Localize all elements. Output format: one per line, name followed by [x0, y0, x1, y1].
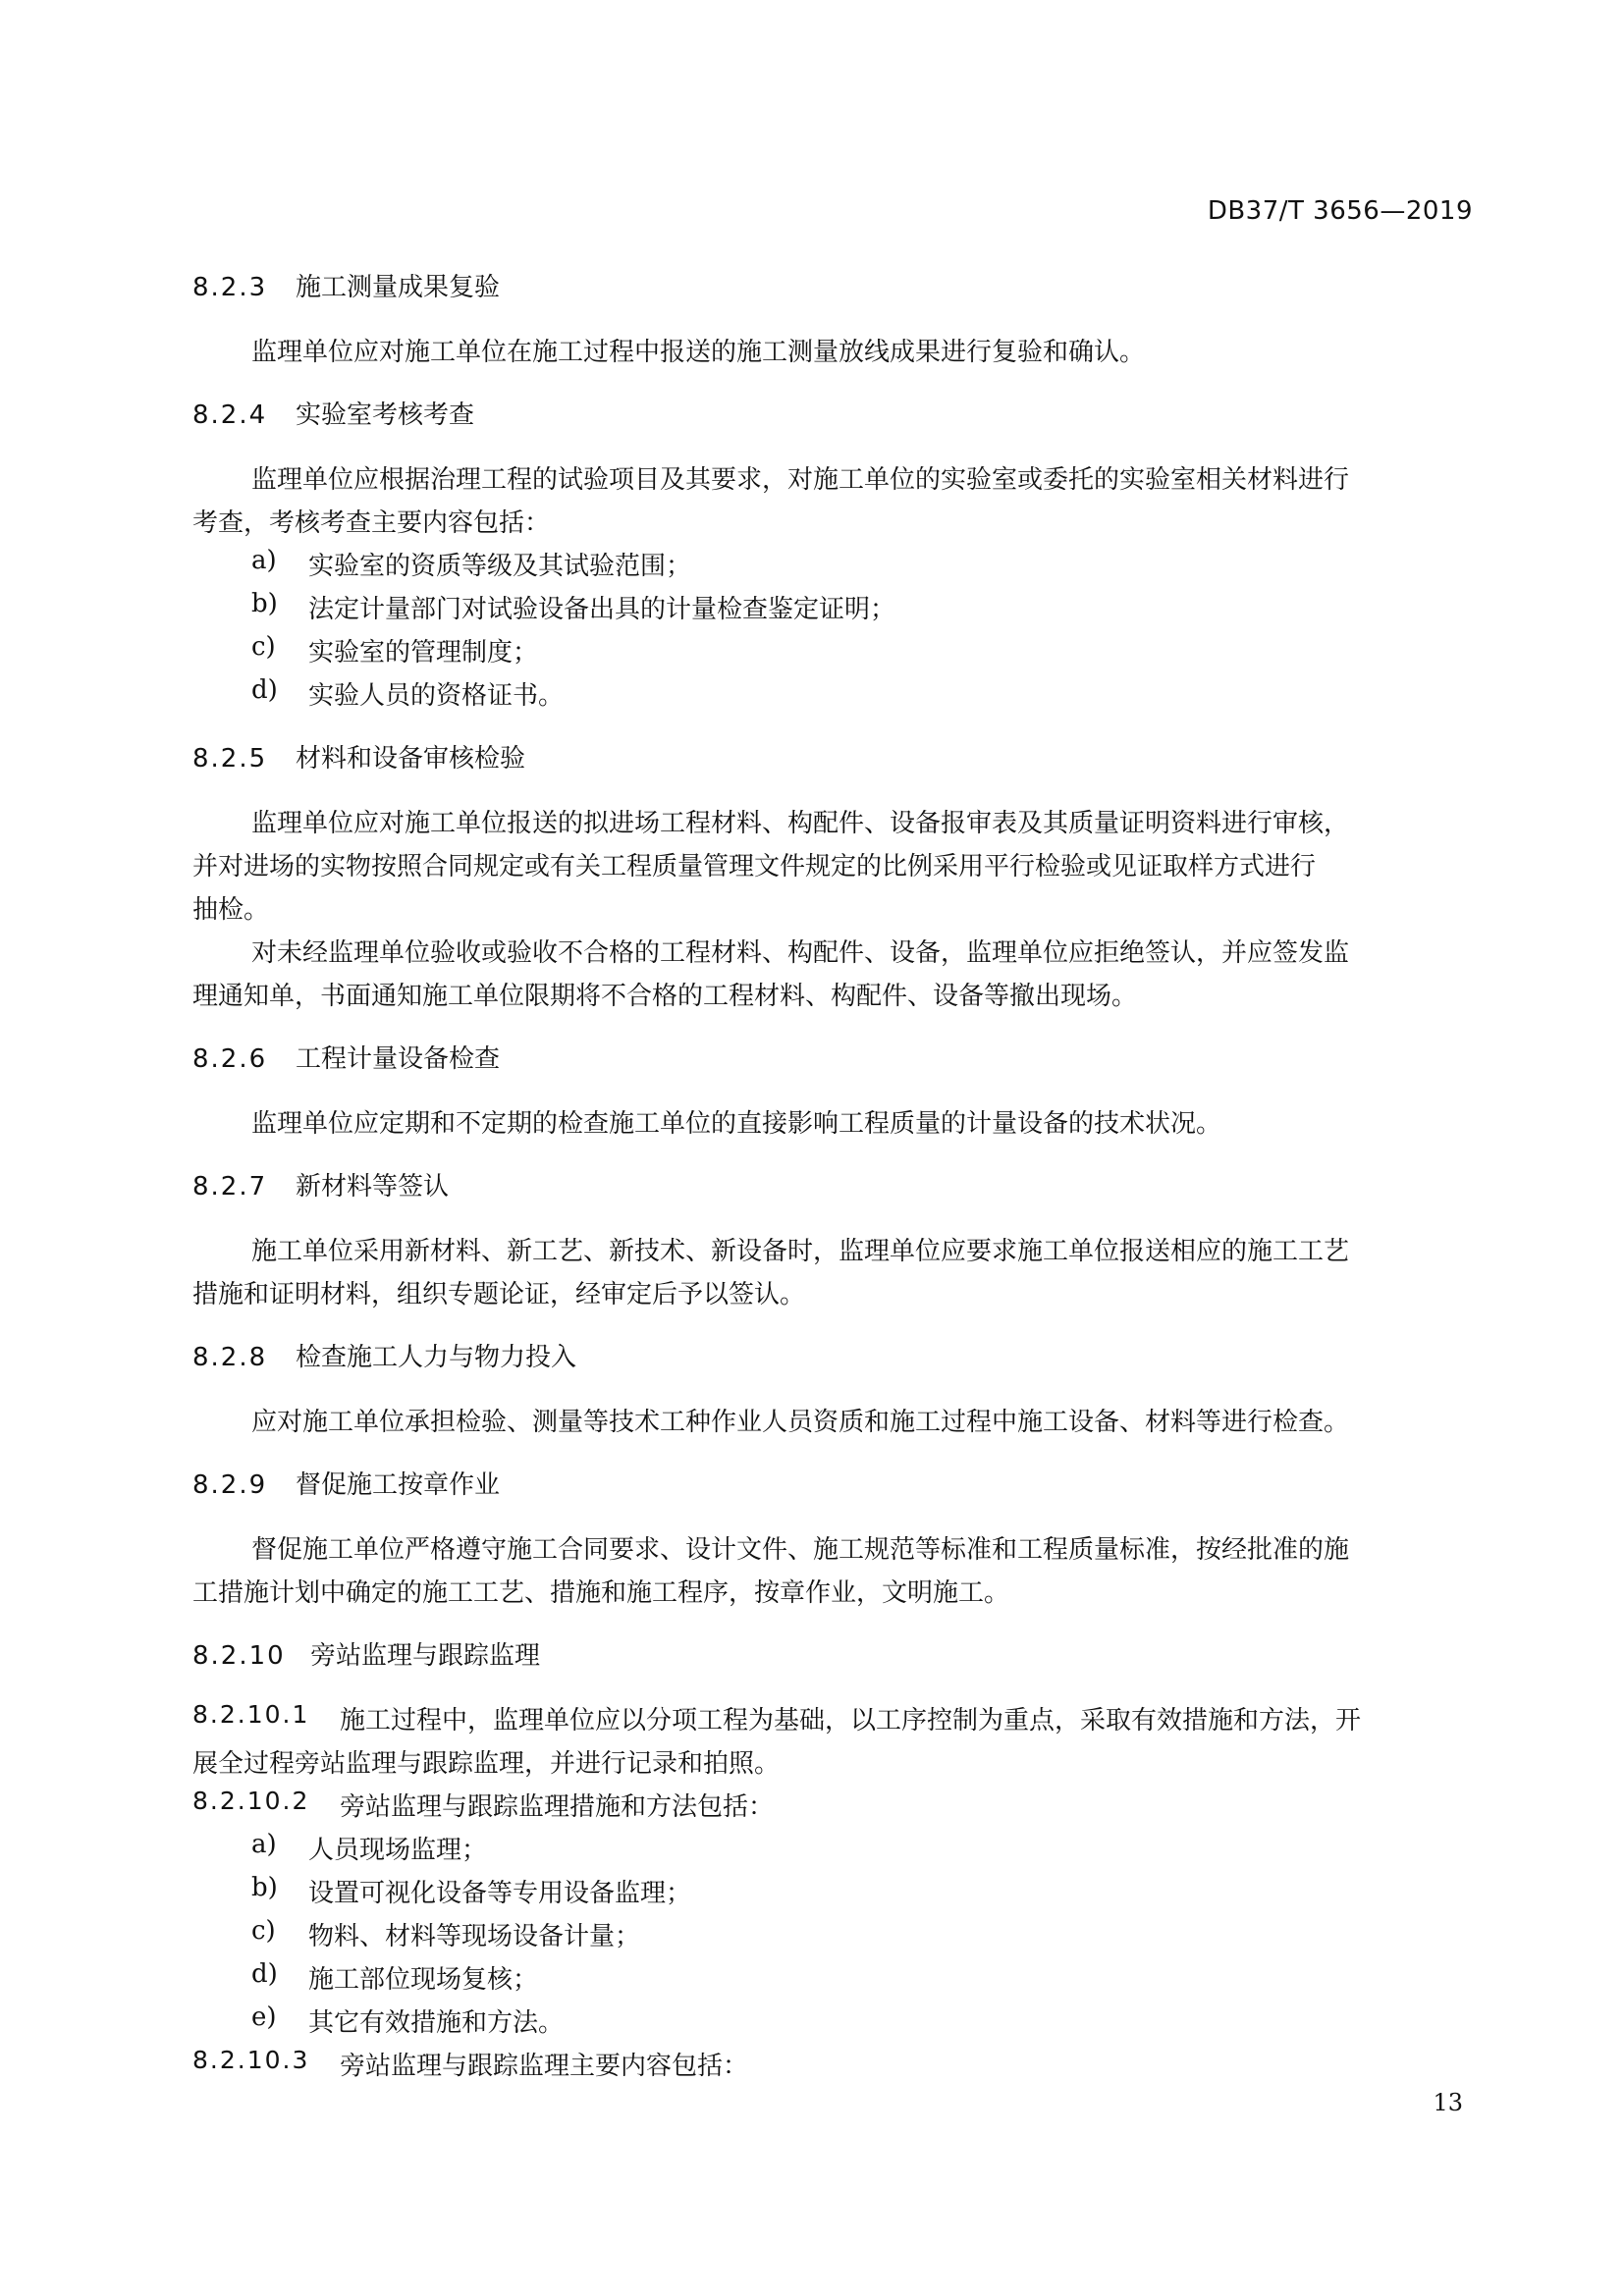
list-item-marker: d) [251, 675, 278, 705]
paragraph-line: 督促施工单位严格遵守施工合同要求、设计文件、施工规范等标准和工程质量标准，按经批准的施 [251, 1535, 1350, 1565]
document-id: DB37/T 3656—2019 [1207, 196, 1473, 226]
paragraph: 应对施工单位承担检验、测量等技术工种作业人员资质和施工过程中施工设备、材料等进行检查。 [251, 1408, 1350, 1437]
section-heading-8-2-9 [192, 1465, 500, 1501]
list-item-marker: a) [251, 1830, 277, 1859]
list-item: 物料、材料等现场设备计量； [308, 1922, 641, 1951]
subsection-number: 8.2.10.1 [192, 1700, 310, 1729]
paragraph-line: 旁站监理与跟踪监理措施和方法包括： [340, 1792, 775, 1822]
list-item-marker: c) [251, 632, 276, 662]
list-item-marker: b) [251, 1873, 278, 1902]
section-number: 8.2.7 [192, 1172, 268, 1201]
paragraph-line: 抽检。 [192, 895, 270, 925]
paragraph-line: 施工过程中，监理单位应以分项工程为基础，以工序控制为重点，采取有效措施和方法，开 [340, 1706, 1362, 1735]
list-item: 设置可视化设备等专用设备监理； [308, 1879, 692, 1908]
list-item: 实验室的管理制度； [308, 638, 539, 667]
list-item: 施工部位现场复核； [308, 1965, 539, 1995]
section-title: 工程计量设备检查 [296, 1044, 501, 1074]
list-item: 其它有效措施和方法。 [308, 2008, 565, 2038]
paragraph: 监理单位应对施工单位在施工过程中报送的施工测量放线成果进行复验和确认。 [251, 338, 1146, 367]
section-title: 检查施工人力与物力投入 [296, 1343, 577, 1372]
section-number: 8.2.9 [192, 1470, 268, 1500]
paragraph-line: 工措施计划中确定的施工工艺、措施和施工程序，按章作业，文明施工。 [192, 1578, 1010, 1608]
section-title: 督促施工按章作业 [296, 1470, 501, 1500]
section-title: 新材料等签认 [296, 1172, 450, 1201]
section-heading-8-2-5 [192, 738, 525, 774]
section-heading-8-2-4 [192, 395, 474, 431]
paragraph-line: 并对进场的实物按照合同规定或有关工程质量管理文件规定的比例采用平行检验或见证取样方式进行 [192, 852, 1317, 881]
section-heading-8-2-10 [192, 1635, 540, 1672]
paragraph-line: 对未经监理单位验收或验收不合格的工程材料、构配件、设备，监理单位应拒绝签认，并应签发监 [251, 938, 1350, 968]
section-heading-8-2-8 [192, 1337, 576, 1373]
list-item-marker: e) [251, 2002, 277, 2032]
list-item: 实验人员的资格证书。 [308, 681, 565, 711]
section-number: 8.2.5 [192, 744, 268, 774]
paragraph-line: 考查，考核考查主要内容包括： [192, 508, 551, 538]
section-number: 8.2.4 [192, 400, 268, 430]
section-number: 8.2.8 [192, 1343, 268, 1372]
section-title: 旁站监理与跟踪监理 [310, 1641, 541, 1671]
list-item: 人员现场监理； [308, 1836, 488, 1865]
paragraph: 监理单位应定期和不定期的检查施工单位的直接影响工程质量的计量设备的技术状况。 [251, 1109, 1222, 1139]
section-heading-8-2-3 [192, 267, 500, 303]
paragraph-line: 展全过程旁站监理与跟踪监理，并进行记录和拍照。 [192, 1749, 781, 1779]
section-title: 实验室考核考查 [296, 400, 475, 430]
list-item-marker: b) [251, 589, 278, 618]
page-number: 13 [1433, 2089, 1463, 2116]
list-item-marker: c) [251, 1916, 276, 1946]
subsection-number: 8.2.10.3 [192, 2046, 310, 2074]
section-title: 施工测量成果复验 [296, 273, 501, 302]
paragraph-line: 监理单位应根据治理工程的试验项目及其要求，对施工单位的实验室或委托的实验室相关材料进行 [251, 465, 1350, 495]
paragraph-line: 理通知单，书面通知施工单位限期将不合格的工程材料、构配件、设备等撤出现场。 [192, 982, 1138, 1011]
list-item-marker: a) [251, 546, 277, 575]
paragraph-line: 监理单位应对施工单位报送的拟进场工程材料、构配件、设备报审表及其质量证明资料进行审核， [251, 809, 1350, 838]
section-heading-8-2-6 [192, 1039, 500, 1075]
list-item: 实验室的资质等级及其试验范围； [308, 552, 692, 581]
list-item-marker: d) [251, 1959, 278, 1989]
section-number: 8.2.10 [192, 1641, 286, 1671]
subsection-number: 8.2.10.2 [192, 1787, 310, 1815]
section-number: 8.2.3 [192, 273, 268, 302]
section-heading-8-2-7 [192, 1166, 449, 1202]
list-item: 法定计量部门对试验设备出具的计量检查鉴定证明； [308, 595, 896, 624]
section-title: 材料和设备审核检验 [296, 744, 526, 774]
paragraph-line: 措施和证明材料，组织专题论证，经审定后予以签认。 [192, 1280, 806, 1309]
paragraph-line: 施工单位采用新材料、新工艺、新技术、新设备时，监理单位应要求施工单位报送相应的施工工艺 [251, 1237, 1350, 1266]
paragraph-line: 旁站监理与跟踪监理主要内容包括： [340, 2052, 749, 2081]
section-number: 8.2.6 [192, 1044, 268, 1074]
